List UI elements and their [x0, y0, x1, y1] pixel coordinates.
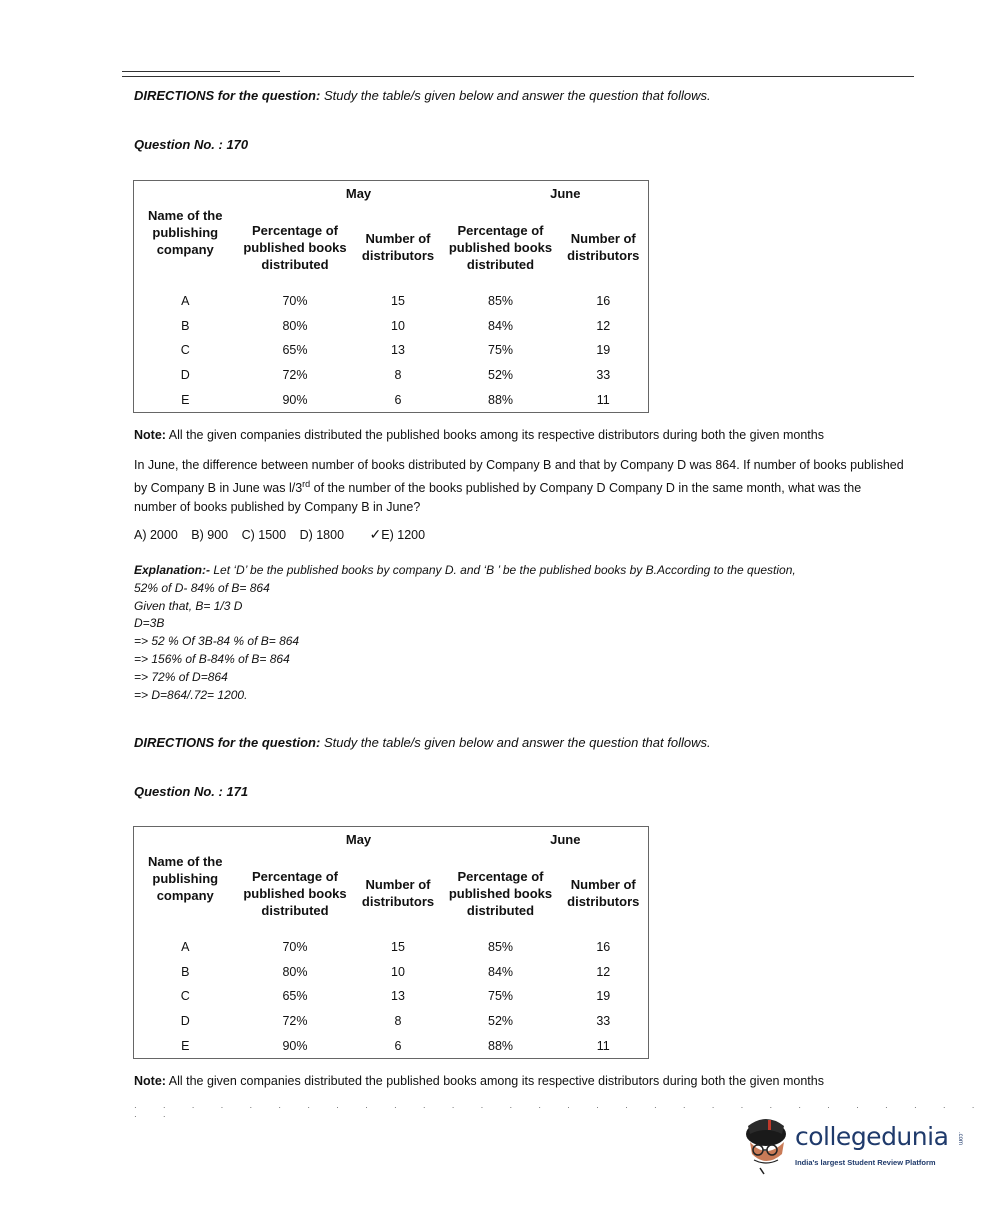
cell: 72% [282, 368, 308, 383]
cell: D [180, 1014, 190, 1029]
options-170 [134, 526, 435, 543]
cell: 65% [282, 989, 308, 1004]
cell: B [181, 964, 190, 979]
cell: 6 [394, 1038, 402, 1053]
header-rule-short [122, 71, 280, 72]
cell: 70% [282, 940, 308, 955]
cell: 85% [488, 940, 514, 955]
cell: 11 [596, 1038, 610, 1053]
cell: 65% [282, 343, 308, 358]
data-table-170 [133, 180, 649, 413]
option-c[interactable]: C) 1500 [241, 528, 287, 542]
logo-wordmark: collegedunia [795, 1122, 949, 1151]
cell: C [180, 343, 190, 358]
cell: 70% [282, 294, 308, 309]
cell: E [181, 392, 190, 407]
cell: C [180, 989, 190, 1004]
cell: D [180, 368, 190, 383]
cell: 6 [394, 392, 402, 407]
cell: 88% [488, 392, 514, 407]
cell: 88% [488, 1038, 514, 1053]
cell: 16 [596, 294, 611, 309]
cell: 52% [488, 1014, 514, 1029]
table-row [134, 338, 649, 363]
cell: 33 [596, 1014, 611, 1029]
table-row [134, 314, 649, 339]
month-june: June [550, 831, 581, 847]
table-row [134, 289, 649, 314]
cell: 80% [282, 318, 308, 333]
cell: 11 [596, 392, 610, 407]
logo-tagline: India's largest Student Review Platform [795, 1158, 936, 1167]
table-row [134, 935, 649, 960]
explanation-170: Explanation:- Let ‘D’ be the published books by company D. and ‘B ’ be the published books by B.According to the question, 52% of D- 84% of B= 864 Given that, B= 1/3 D D=3B => 52 % Of 3B-84 % of B= 864 => 156% of B-84% of B= 864 => 72% of D=864 => D=864/.72= 1200. [134, 563, 796, 702]
col-header-june-percentage: Percentage of published books distributed [448, 868, 553, 918]
directions-170: DIRECTIONS for the question: Study the table/s given below and answer the question that follows. [134, 88, 711, 103]
option-d[interactable]: D) 1800 [299, 528, 345, 542]
cell: 10 [391, 318, 405, 333]
table-row [134, 960, 649, 985]
cell: 12 [596, 318, 611, 333]
cell: 19 [596, 343, 611, 358]
cell: 12 [596, 964, 611, 979]
option-b[interactable]: B) 900 [191, 528, 229, 542]
logo-suffix: .com [957, 1132, 963, 1146]
cell: 84% [488, 318, 514, 333]
truncated-text-line: · · · · · · · · · · · · · · · · · · · · · · · · · · · · · · · · [134, 1103, 987, 1121]
note-171: Note: All the given companies distributed the published books among its respective distributors during both the given months [134, 1074, 824, 1088]
cell: A [181, 294, 190, 309]
cell: 52% [488, 368, 514, 383]
col-header-may-distributors: Number of distributors [361, 877, 435, 909]
cell: A [181, 940, 190, 955]
cell: B [181, 318, 190, 333]
check-mark-icon: ✓ [369, 526, 382, 542]
cell: 75% [488, 343, 514, 358]
question-text-170: In June, the difference between number of books distributed by Company B and that by Company D was 864. If number of books published by Company B in June was l/3rd of the number of the books published by Company D Company D in the same month, what was the number of books published by Company B in June? [134, 458, 904, 515]
table-row [134, 984, 649, 1009]
cell: 16 [596, 940, 611, 955]
cell: 8 [394, 368, 402, 383]
cell: 10 [391, 964, 405, 979]
cell: 90% [282, 392, 308, 407]
data-table-171 [133, 826, 649, 1059]
table-row [134, 363, 649, 388]
cell: 84% [488, 964, 514, 979]
month-may: May [345, 185, 372, 201]
cell: 90% [282, 1038, 308, 1053]
cell: 75% [488, 989, 514, 1004]
table-row [134, 1009, 649, 1034]
cell: 80% [282, 964, 308, 979]
cell: 72% [282, 1014, 308, 1029]
cell: 15 [391, 940, 405, 955]
col-header-may-percentage: Percentage of published books distributed [243, 868, 347, 918]
note-170: Note: All the given companies distributed the published books among its respective distributors during both the given months [134, 428, 824, 442]
question-number-170: Question No. : 170 [134, 137, 249, 152]
col-header-june-distributors: Number of distributors [567, 231, 640, 263]
cell: 13 [391, 989, 405, 1004]
col-header-company: Name of the publishing company [148, 208, 223, 257]
cell: 8 [394, 1014, 402, 1029]
option-e-correct[interactable]: E) 1200 [381, 528, 426, 542]
col-header-may-percentage: Percentage of published books distributed [243, 222, 347, 272]
col-header-company: Name of the publishing company [148, 854, 223, 903]
header-rule-long [122, 76, 914, 77]
cell: E [181, 1038, 190, 1053]
cell: 15 [391, 294, 405, 309]
cell: 33 [596, 368, 611, 383]
question-number-171: Question No. : 171 [134, 784, 249, 799]
month-june: June [550, 185, 581, 201]
month-may: May [345, 831, 372, 847]
col-header-june-percentage: Percentage of published books distributed [448, 222, 553, 272]
col-header-may-distributors: Number of distributors [361, 231, 435, 263]
option-a[interactable]: A) 2000 [134, 528, 178, 542]
cell: 19 [596, 989, 611, 1004]
cell: 85% [488, 294, 514, 309]
table-row [134, 1033, 649, 1058]
col-header-june-distributors: Number of distributors [567, 877, 640, 909]
table-row [134, 387, 649, 412]
cell: 13 [391, 343, 405, 358]
directions-171: DIRECTIONS for the question: Study the table/s given below and answer the question that follows. [134, 735, 711, 750]
